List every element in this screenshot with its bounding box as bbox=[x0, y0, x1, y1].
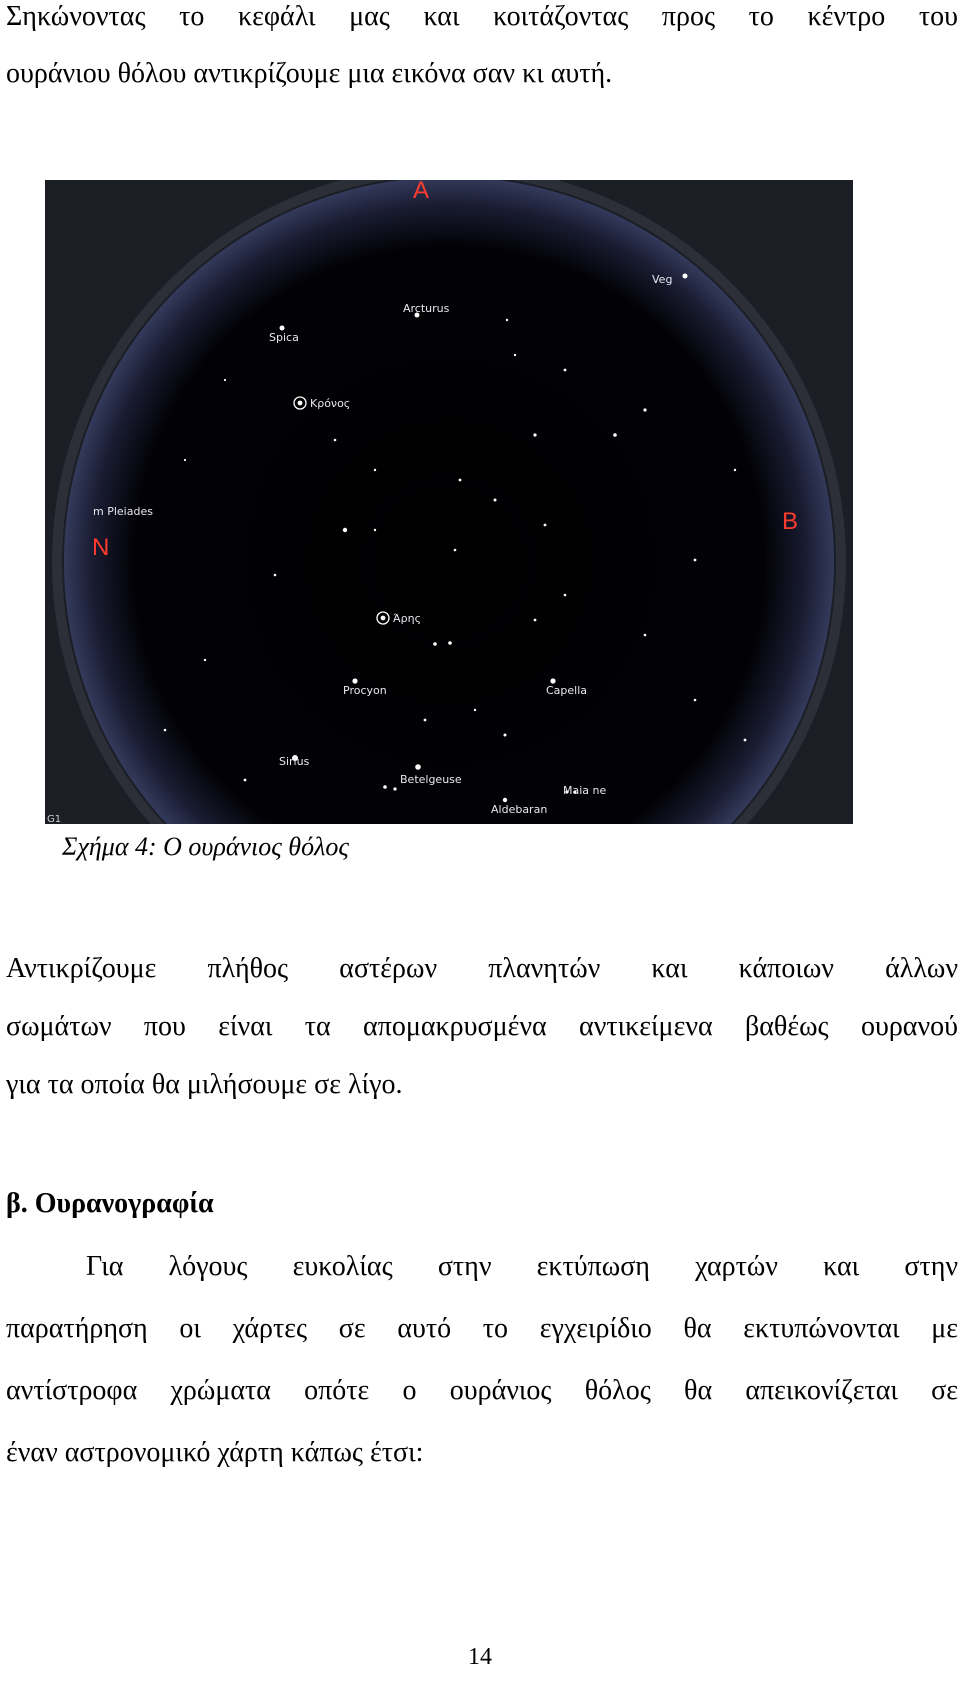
star bbox=[433, 642, 437, 646]
star bbox=[343, 528, 347, 532]
label-saturn: Κρόνος bbox=[310, 397, 351, 410]
mars-marker bbox=[381, 616, 386, 621]
label-spica: Spica bbox=[269, 331, 299, 344]
star bbox=[274, 574, 277, 577]
paragraph2-line-3: αντίστροφα χρώματα οπότε ο ουράνιος θόλος θα απεικονίζεται σε bbox=[6, 1375, 958, 1406]
label-sirius: Sirius bbox=[279, 755, 310, 768]
star bbox=[544, 524, 547, 527]
star bbox=[280, 326, 285, 331]
star bbox=[334, 439, 337, 442]
compass-right-label: B bbox=[782, 508, 799, 535]
label-maia: Maia ne bbox=[563, 784, 607, 797]
compass-left-label: N bbox=[92, 534, 110, 561]
star bbox=[550, 678, 555, 683]
star bbox=[374, 529, 376, 531]
star bbox=[448, 641, 452, 645]
star bbox=[683, 274, 688, 279]
star bbox=[694, 559, 697, 562]
paragraph2-line-2: παρατήρηση οι χάρτες σε αυτό το εγχειρίδιο θα εκτυπώνονται με bbox=[6, 1313, 958, 1344]
star bbox=[514, 354, 516, 356]
star bbox=[694, 699, 697, 702]
star bbox=[415, 764, 421, 770]
section-heading: β. Ουρανογραφία bbox=[6, 1188, 214, 1219]
figure-caption: Σχήμα 4: Ο ουράνιος θόλος bbox=[62, 832, 349, 861]
star bbox=[534, 619, 537, 622]
label-arcturus: Arcturus bbox=[403, 302, 450, 315]
label-capella: Capella bbox=[546, 684, 588, 697]
saturn-marker bbox=[298, 401, 303, 406]
star bbox=[204, 659, 206, 661]
star bbox=[244, 779, 247, 782]
page-number: 14 bbox=[468, 1644, 492, 1670]
star bbox=[494, 499, 497, 502]
star bbox=[533, 433, 536, 436]
star bbox=[503, 798, 507, 802]
paragraph2-line-4: έναν αστρονομικό χάρτη κάπως έτσι: bbox=[6, 1437, 424, 1468]
paragraph1-line-1: Αντικρίζουμε πλήθος αστέρων πλανητών και κάποιων άλλων bbox=[6, 953, 958, 984]
star bbox=[374, 469, 376, 471]
paragraph1-line-2: σωμάτων που είναι τα απομακρυσμένα αντικείμενα βαθέως ουρανού bbox=[6, 1011, 958, 1042]
star bbox=[224, 379, 226, 381]
label-corner-tag: G1 bbox=[47, 814, 62, 824]
label-vega: Veg bbox=[652, 273, 673, 286]
star bbox=[613, 433, 617, 437]
star bbox=[352, 678, 357, 683]
star bbox=[564, 594, 567, 597]
label-pleiades: m Pleiades bbox=[93, 505, 153, 518]
star bbox=[734, 469, 736, 471]
sky-dome-figure bbox=[45, 180, 853, 824]
star bbox=[474, 709, 476, 711]
label-betelgeuse: Betelgeuse bbox=[400, 773, 462, 786]
star bbox=[424, 719, 427, 722]
label-aldebaran: Aldebaran bbox=[491, 803, 548, 816]
star bbox=[393, 787, 396, 790]
star bbox=[564, 369, 567, 372]
compass-top-label: A bbox=[413, 180, 430, 204]
paragraph1-line-3: για τα οποία θα μιλήσουμε σε λίγο. bbox=[6, 1069, 403, 1100]
star bbox=[506, 319, 508, 321]
star bbox=[744, 739, 747, 742]
star bbox=[504, 734, 507, 737]
paragraph2-line-1: Για λόγους ευκολίας στην εκτύπωση χαρτών και στην bbox=[86, 1251, 958, 1282]
star bbox=[643, 408, 646, 411]
label-procyon: Procyon bbox=[343, 684, 387, 697]
star bbox=[383, 785, 387, 789]
star bbox=[164, 729, 167, 732]
star bbox=[459, 479, 462, 482]
label-mars: Άρης bbox=[393, 612, 422, 625]
sky-dome-image bbox=[45, 180, 853, 824]
intro-line-2: ουράνιου θόλου αντικρίζουμε μια εικόνα σαν κι αυτή. bbox=[6, 58, 613, 89]
star bbox=[184, 459, 186, 461]
intro-line-1: Σηκώνοντας το κεφάλι μας και κοιτάζοντας προς το κέντρο του bbox=[6, 1, 958, 32]
star bbox=[454, 549, 457, 552]
star bbox=[644, 634, 647, 637]
